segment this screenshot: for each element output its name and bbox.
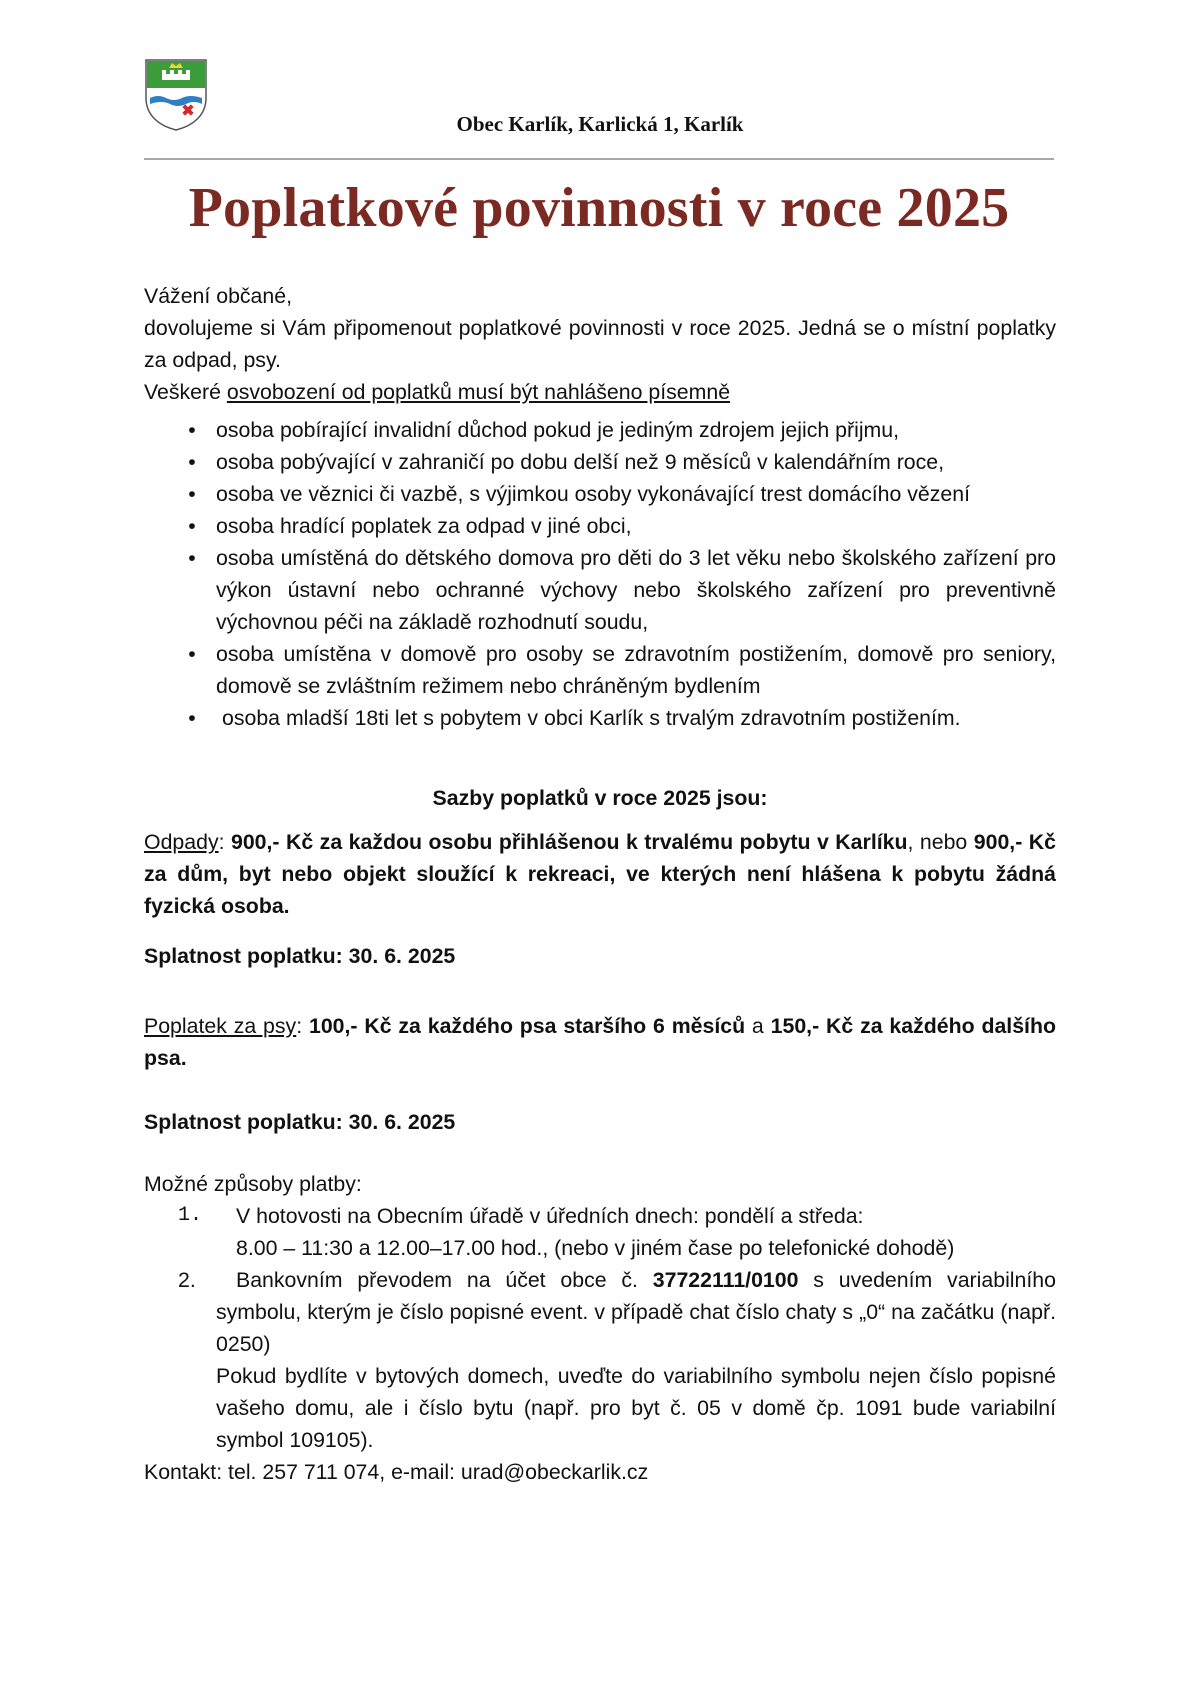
contact-info: Kontakt: tel. 257 711 074, e-mail: urad@obeckarlik.cz — [144, 1460, 649, 1484]
list-item: • osoba hradící poplatek za odpad v jiné obci, — [144, 510, 1056, 542]
list-item: 2. Bankovním převodem na účet obce č. 37722111/0100 s uvedením variabilního symbolu, kterým je číslo popisné event. v případě chat číslo chaty s „0“ na začátku (např. 0250) Pokud bydlíte v bytových domech, uveďte do variabilního symbolu nejen číslo popisné vašeho domu, ale i číslo bytu (např. pro byt č. 05 v domě čp. 1091 bude variabilní symbol 109105). — [144, 1264, 1056, 1456]
waste-fee-label: Odpady — [144, 830, 219, 854]
header-divider — [144, 158, 1054, 160]
list-item: • osoba ve věznici či vazbě, s výjimkou osoby vykonávající trest domácího vězení — [144, 478, 1056, 510]
list-item: • osoba pobývající v zahraničí po dobu delší než 9 měsíců v kalendářním roce, — [144, 446, 1056, 478]
dog-fee: Poplatek za psy: 100,- Kč za každého psa staršího 6 měsíců a 150,- Kč za každého dalšího psa. — [144, 1014, 1056, 1070]
bullet-icon: • — [188, 706, 196, 730]
list-item: 1. V hotovosti na Obecním úřadě v úředních dnech: pondělí a středa: 8.00 – 11:30 a 12.00–17.00 hod., (nebo v jiném čase po telefonické dohodě) — [144, 1200, 1056, 1264]
list-item: • osoba mladší 18ti let s pobytem v obci Karlík s trvalým zdravotním postižením. — [144, 702, 1056, 734]
document-body — [144, 280, 1056, 1488]
item-number: 1. — [178, 1204, 203, 1227]
exemption-list — [144, 414, 1056, 734]
bullet-icon: • — [188, 514, 196, 538]
list-item: • osoba umístěná do dětského domova pro děti do 3 let věku nebo školského zařízení pro výkon ústavní nebo ochranné výchovy nebo školského zařízení pro preventivně výchovnou péči na základě rozhodnutí soudu, — [144, 542, 1056, 638]
dog-due-date: Splatnost poplatku: 30. 6. 2025 — [144, 1110, 456, 1134]
bullet-icon: • — [188, 482, 196, 506]
bullet-icon: • — [188, 450, 196, 474]
intro-text: dovolujeme si Vám připomenout poplatkové povinnosti v roce 2025. Jedná se o místní poplatky za odpad, psy. — [144, 316, 1056, 372]
payment-methods-list — [144, 1200, 1056, 1456]
bullet-icon: • — [188, 418, 196, 442]
page-title: Poplatkové povinnosti v roce 2025 — [188, 177, 1010, 239]
bank-account: 37722111/0100 — [652, 1268, 799, 1292]
waste-fee: Odpady: 900,- Kč za každou osobu přihlášenou k trvalému pobytu v Karlíku, nebo 900,- Kč za dům, byt nebo objekt sloužící k rekreaci, ve kterých není hlášena k pobytu žádná fyzická osoba. — [144, 830, 1056, 918]
municipality-address: Obec Karlík, Karlická 1, Karlík — [456, 112, 744, 136]
dog-fee-label: Poplatek za psy — [144, 1014, 297, 1038]
exemption-notice-underlined: osvobození od poplatků musí být nahlášeno písemně — [226, 380, 731, 404]
greeting: Vážení občané, — [144, 284, 293, 308]
payment-heading: Možné způsoby platby: — [144, 1172, 362, 1196]
municipal-crest-icon — [144, 58, 208, 132]
waste-due-date: Splatnost poplatku: 30. 6. 2025 — [144, 944, 456, 968]
bullet-icon: • — [188, 546, 196, 570]
item-number: 2. — [178, 1268, 196, 1292]
list-item: • osoba pobírající invalidní důchod pokud je jediným zdrojem jejich přijmu, — [144, 414, 1056, 446]
exemption-notice: Veškeré osvobození od poplatků musí být nahlášeno písemně — [144, 380, 731, 404]
list-item: • osoba umístěna v domově pro osoby se zdravotním postižením, domově pro seniory, domově se zvláštním režimem nebo chráněným bydlením — [144, 638, 1056, 702]
rates-heading: Sazby poplatků v roce 2025 jsou: — [432, 786, 768, 810]
bullet-icon: • — [188, 642, 196, 666]
